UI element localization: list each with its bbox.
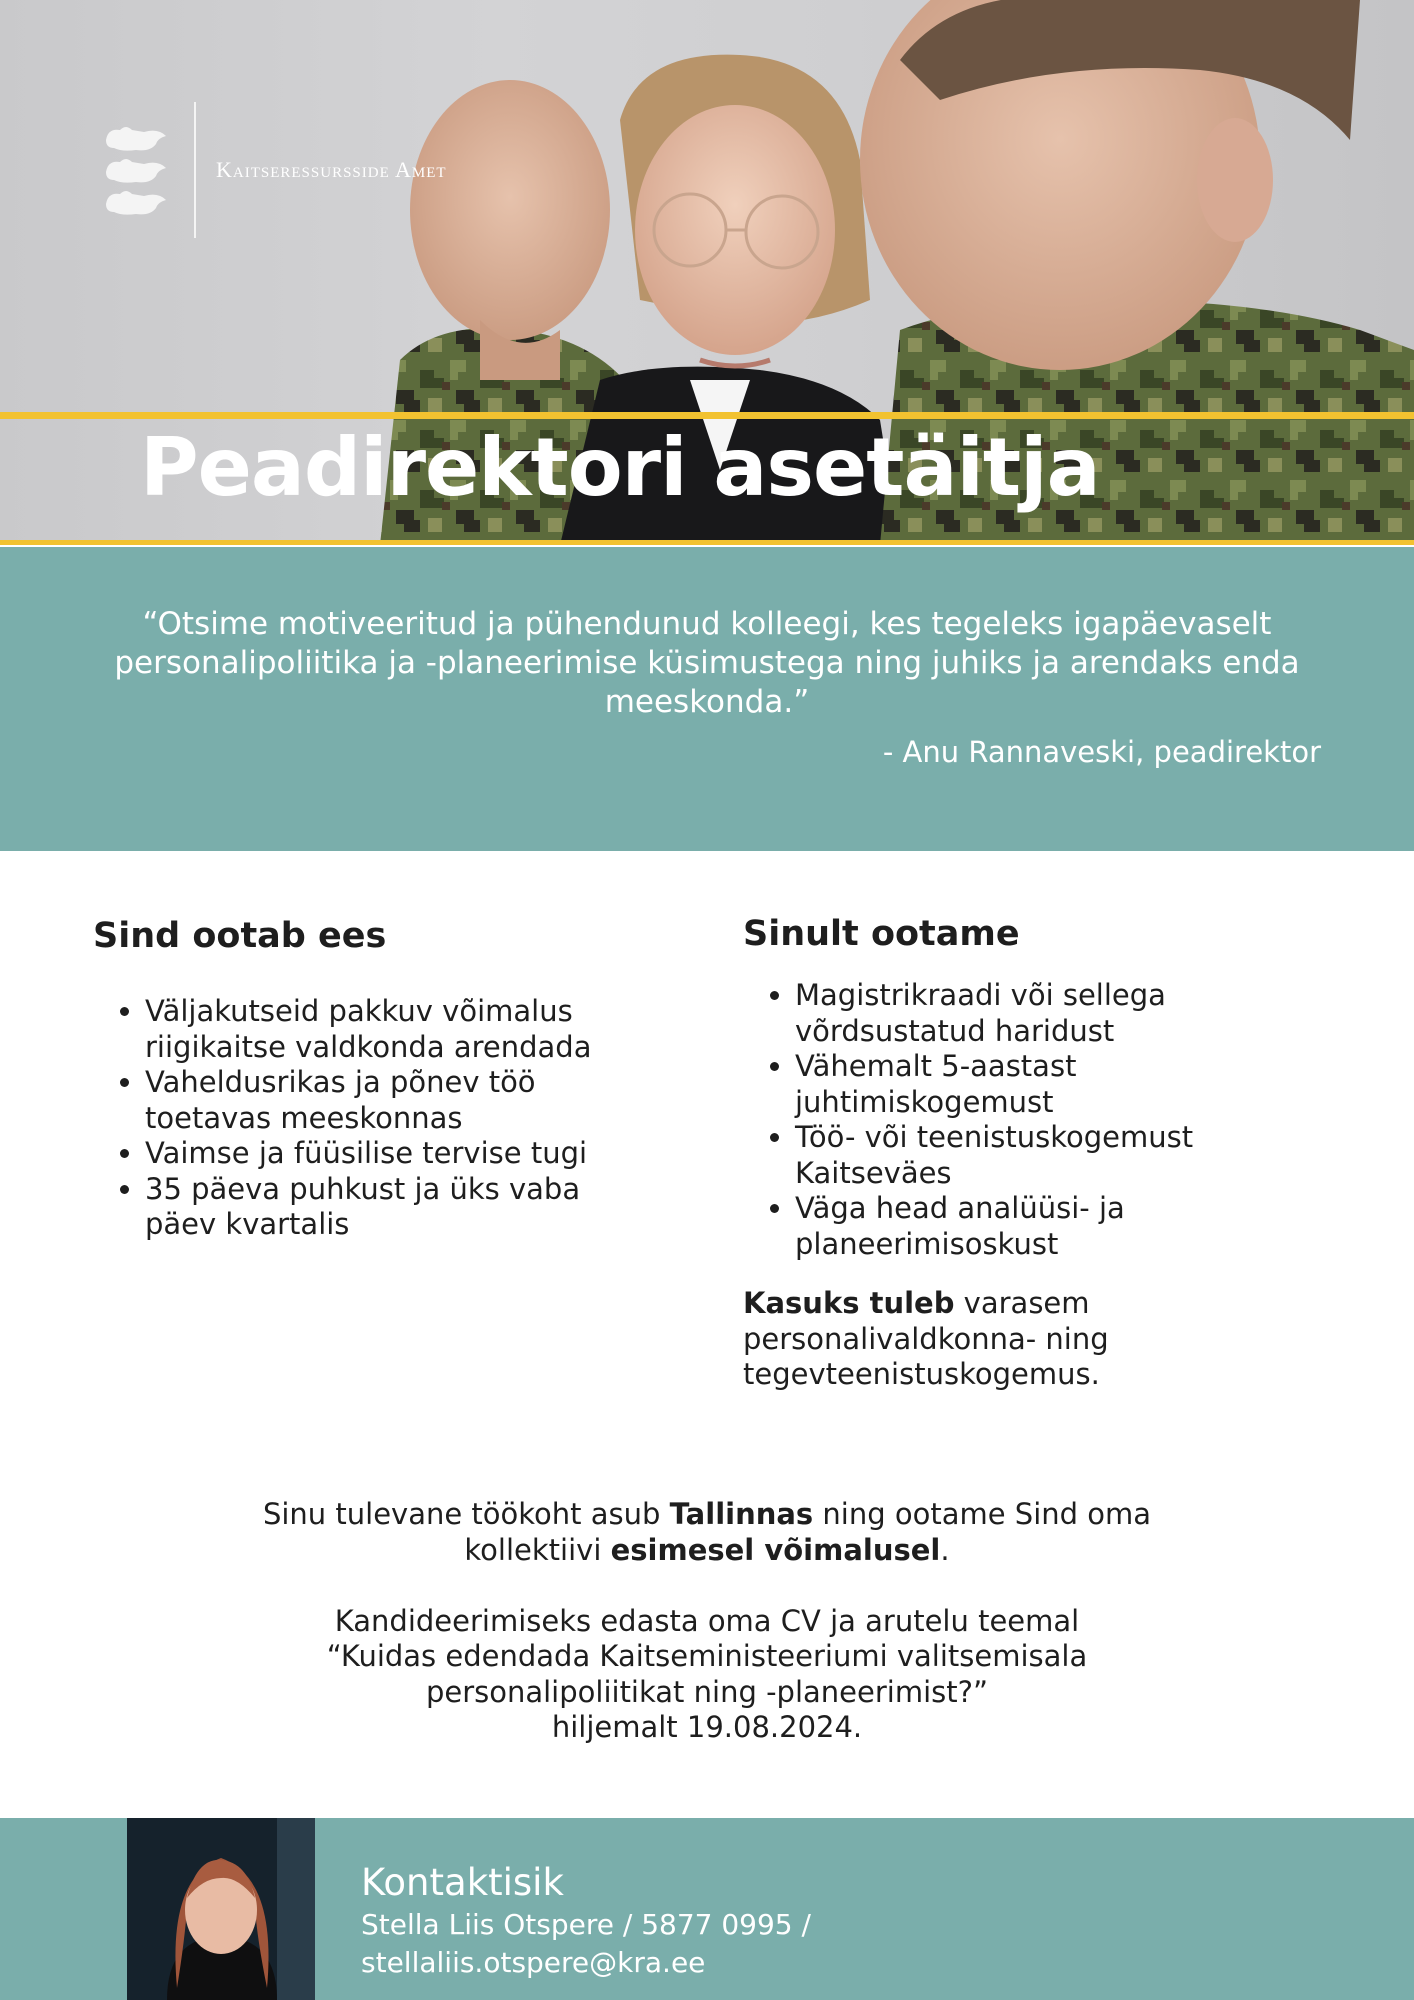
list-item: • Vaheldusrikas ja põnev töö toetavas meeskonnas bbox=[145, 1065, 653, 1136]
list-item: • 35 päeva puhkust ja üks vaba päev kvartalis bbox=[145, 1172, 653, 1243]
contact-email[interactable]: stellaliis.otspere@kra.ee bbox=[361, 1946, 706, 1979]
offer-list bbox=[93, 994, 653, 1243]
organization-logo bbox=[100, 102, 447, 238]
benefit-note bbox=[743, 1286, 1303, 1393]
requirements-list bbox=[743, 978, 1303, 1262]
hero-banner bbox=[0, 0, 1414, 545]
quote-author: - Anu Rannaveski, peadirektor bbox=[882, 735, 1321, 769]
requirements-heading: Sinult ootame bbox=[743, 914, 1020, 954]
application-deadline: hiljemalt 19.08.2024. bbox=[551, 1710, 863, 1744]
logo-divider bbox=[194, 102, 196, 238]
list-item: • Vähemalt 5-aastast juhtimiskogemust bbox=[795, 1049, 1303, 1120]
organization-name: Kaitseressursside Amet bbox=[216, 157, 447, 182]
accent-stripe-top bbox=[0, 412, 1414, 419]
application-topic: “Kuidas edendada Kaitseministeeriumi valitsemisala personalipoliitikat ning -planeerimist?” bbox=[326, 1639, 1088, 1709]
requirements-section bbox=[743, 912, 1303, 1393]
offer-heading: Sind ootab ees bbox=[93, 916, 387, 956]
list-item: • Töö- või teenistuskogemust Kaitseväes bbox=[795, 1120, 1303, 1191]
contact-title: Kontaktisik bbox=[361, 1861, 564, 1904]
contact-avatar bbox=[127, 1818, 315, 2000]
application-line: Kandideerimiseks edasta oma CV ja arutelu teemal bbox=[334, 1603, 1080, 1638]
benefit-bold: Kasuks tuleb bbox=[743, 1286, 955, 1320]
benefit-text: varasem personalivaldkonna- ning tegevteenistuskogemus. bbox=[743, 1286, 1109, 1391]
quote-text: “Otsime motiveeritud ja pühendunud kolleegi, kes tegeleks igapäevaselt personalipoliitika ja -planeerimise küsimustega ning juhiks ja arendaks enda meeskonda.” bbox=[114, 606, 1300, 720]
list-item: • Väga head analüüsi- ja planeerimisoskust bbox=[795, 1191, 1303, 1262]
location-text: . bbox=[940, 1532, 950, 1567]
lions-crest-icon bbox=[100, 122, 172, 218]
accent-stripe-bottom bbox=[0, 540, 1414, 545]
quote-section bbox=[0, 547, 1414, 851]
location-city: Tallinnas bbox=[669, 1497, 814, 1531]
application-paragraph bbox=[207, 1604, 1207, 1746]
list-item: • Magistrikraadi või sellega võrdsustatud haridust bbox=[795, 978, 1303, 1049]
offer-section bbox=[93, 914, 653, 1243]
contact-details bbox=[361, 1860, 811, 1982]
location-text: ning ootame Sind oma kollektiivi bbox=[464, 1497, 1152, 1567]
contact-section bbox=[0, 1818, 1414, 2000]
list-item: • Vaimse ja füüsilise tervise tugi bbox=[145, 1136, 653, 1172]
location-text: Sinu tulevane töökoht asub bbox=[262, 1497, 670, 1531]
application-info bbox=[207, 1497, 1207, 1746]
contact-name-phone: Stella Liis Otspere / 5877 0995 / bbox=[361, 1908, 811, 1941]
start-date: esimesel võimalusel bbox=[610, 1532, 941, 1567]
location-paragraph bbox=[207, 1497, 1207, 1568]
job-title: Peadirektori asetäitja bbox=[140, 421, 1100, 514]
list-item: • Väljakutseid pakkuv võimalus riigikaitse valdkonda arendada bbox=[145, 994, 653, 1065]
